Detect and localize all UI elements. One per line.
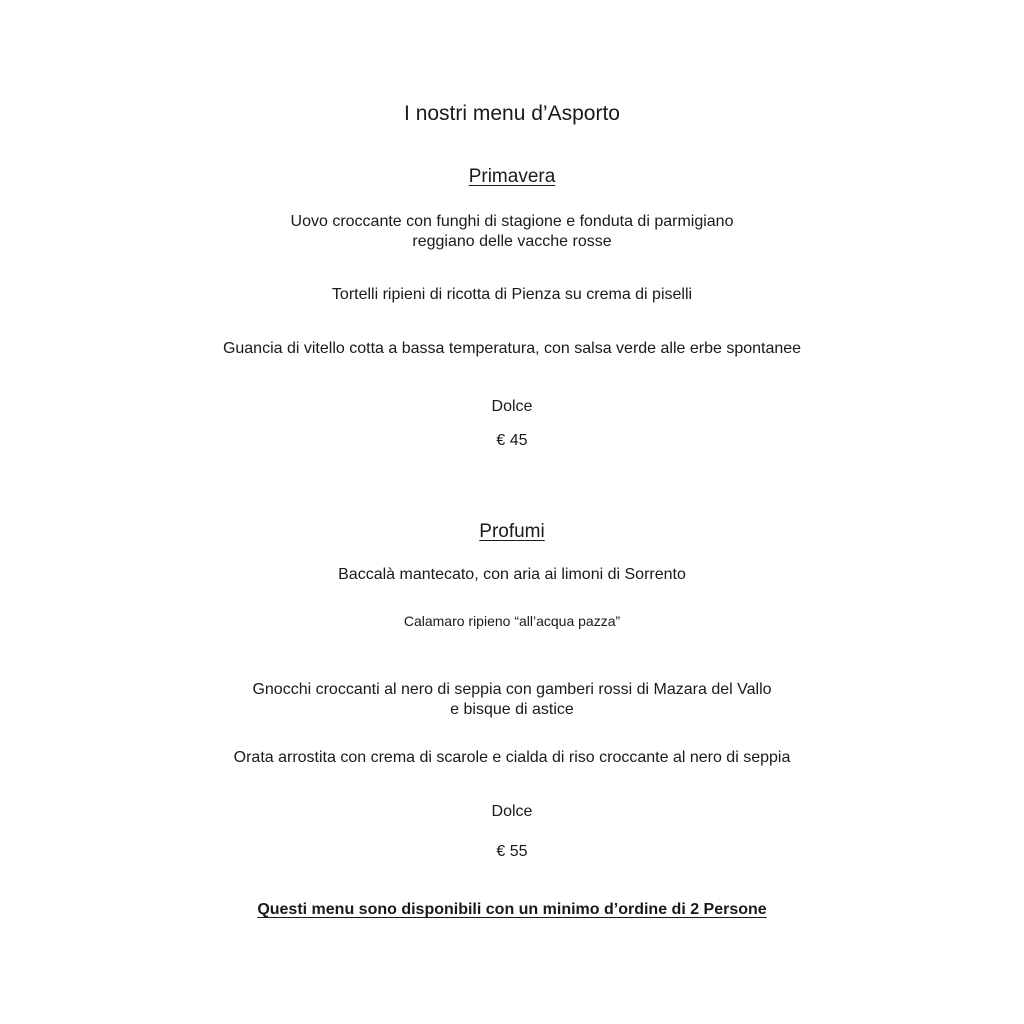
dish-line: Dolce	[491, 398, 533, 415]
menu-price: € 45	[496, 432, 528, 449]
menu-price: € 55	[496, 843, 528, 860]
menu-name-profumi: Profumi	[479, 521, 545, 542]
minimum-order-note: Questi menu sono disponibili con un minimo d’ordine di 2 Persone	[257, 901, 767, 918]
page-title: I nostri menu d’Asporto	[404, 102, 620, 125]
dish-line: Uovo croccante con funghi di stagione e fonduta di parmigiano	[290, 213, 734, 230]
dish-line: reggiano delle vacche rosse	[412, 233, 612, 250]
dish-line: Dolce	[491, 803, 533, 820]
dish-line: e bisque di astice	[450, 701, 574, 718]
dish-line: Orata arrostita con crema di scarole e cialda di riso croccante al nero di seppia	[233, 749, 791, 766]
dish-line: Tortelli ripieni di ricotta di Pienza su crema di piselli	[331, 286, 693, 303]
dish-line: Guancia di vitello cotta a bassa temperatura, con salsa verde alle erbe spontanee	[222, 340, 802, 357]
dish-line: Gnocchi croccanti al nero di seppia con gamberi rossi di Mazara del Vallo	[252, 681, 772, 698]
dish-line: Baccalà mantecato, con aria ai limoni di Sorrento	[338, 566, 686, 583]
dish-line: Calamaro ripieno “all’acqua pazza”	[403, 613, 621, 629]
menu-name-primavera: Primavera	[468, 166, 556, 187]
